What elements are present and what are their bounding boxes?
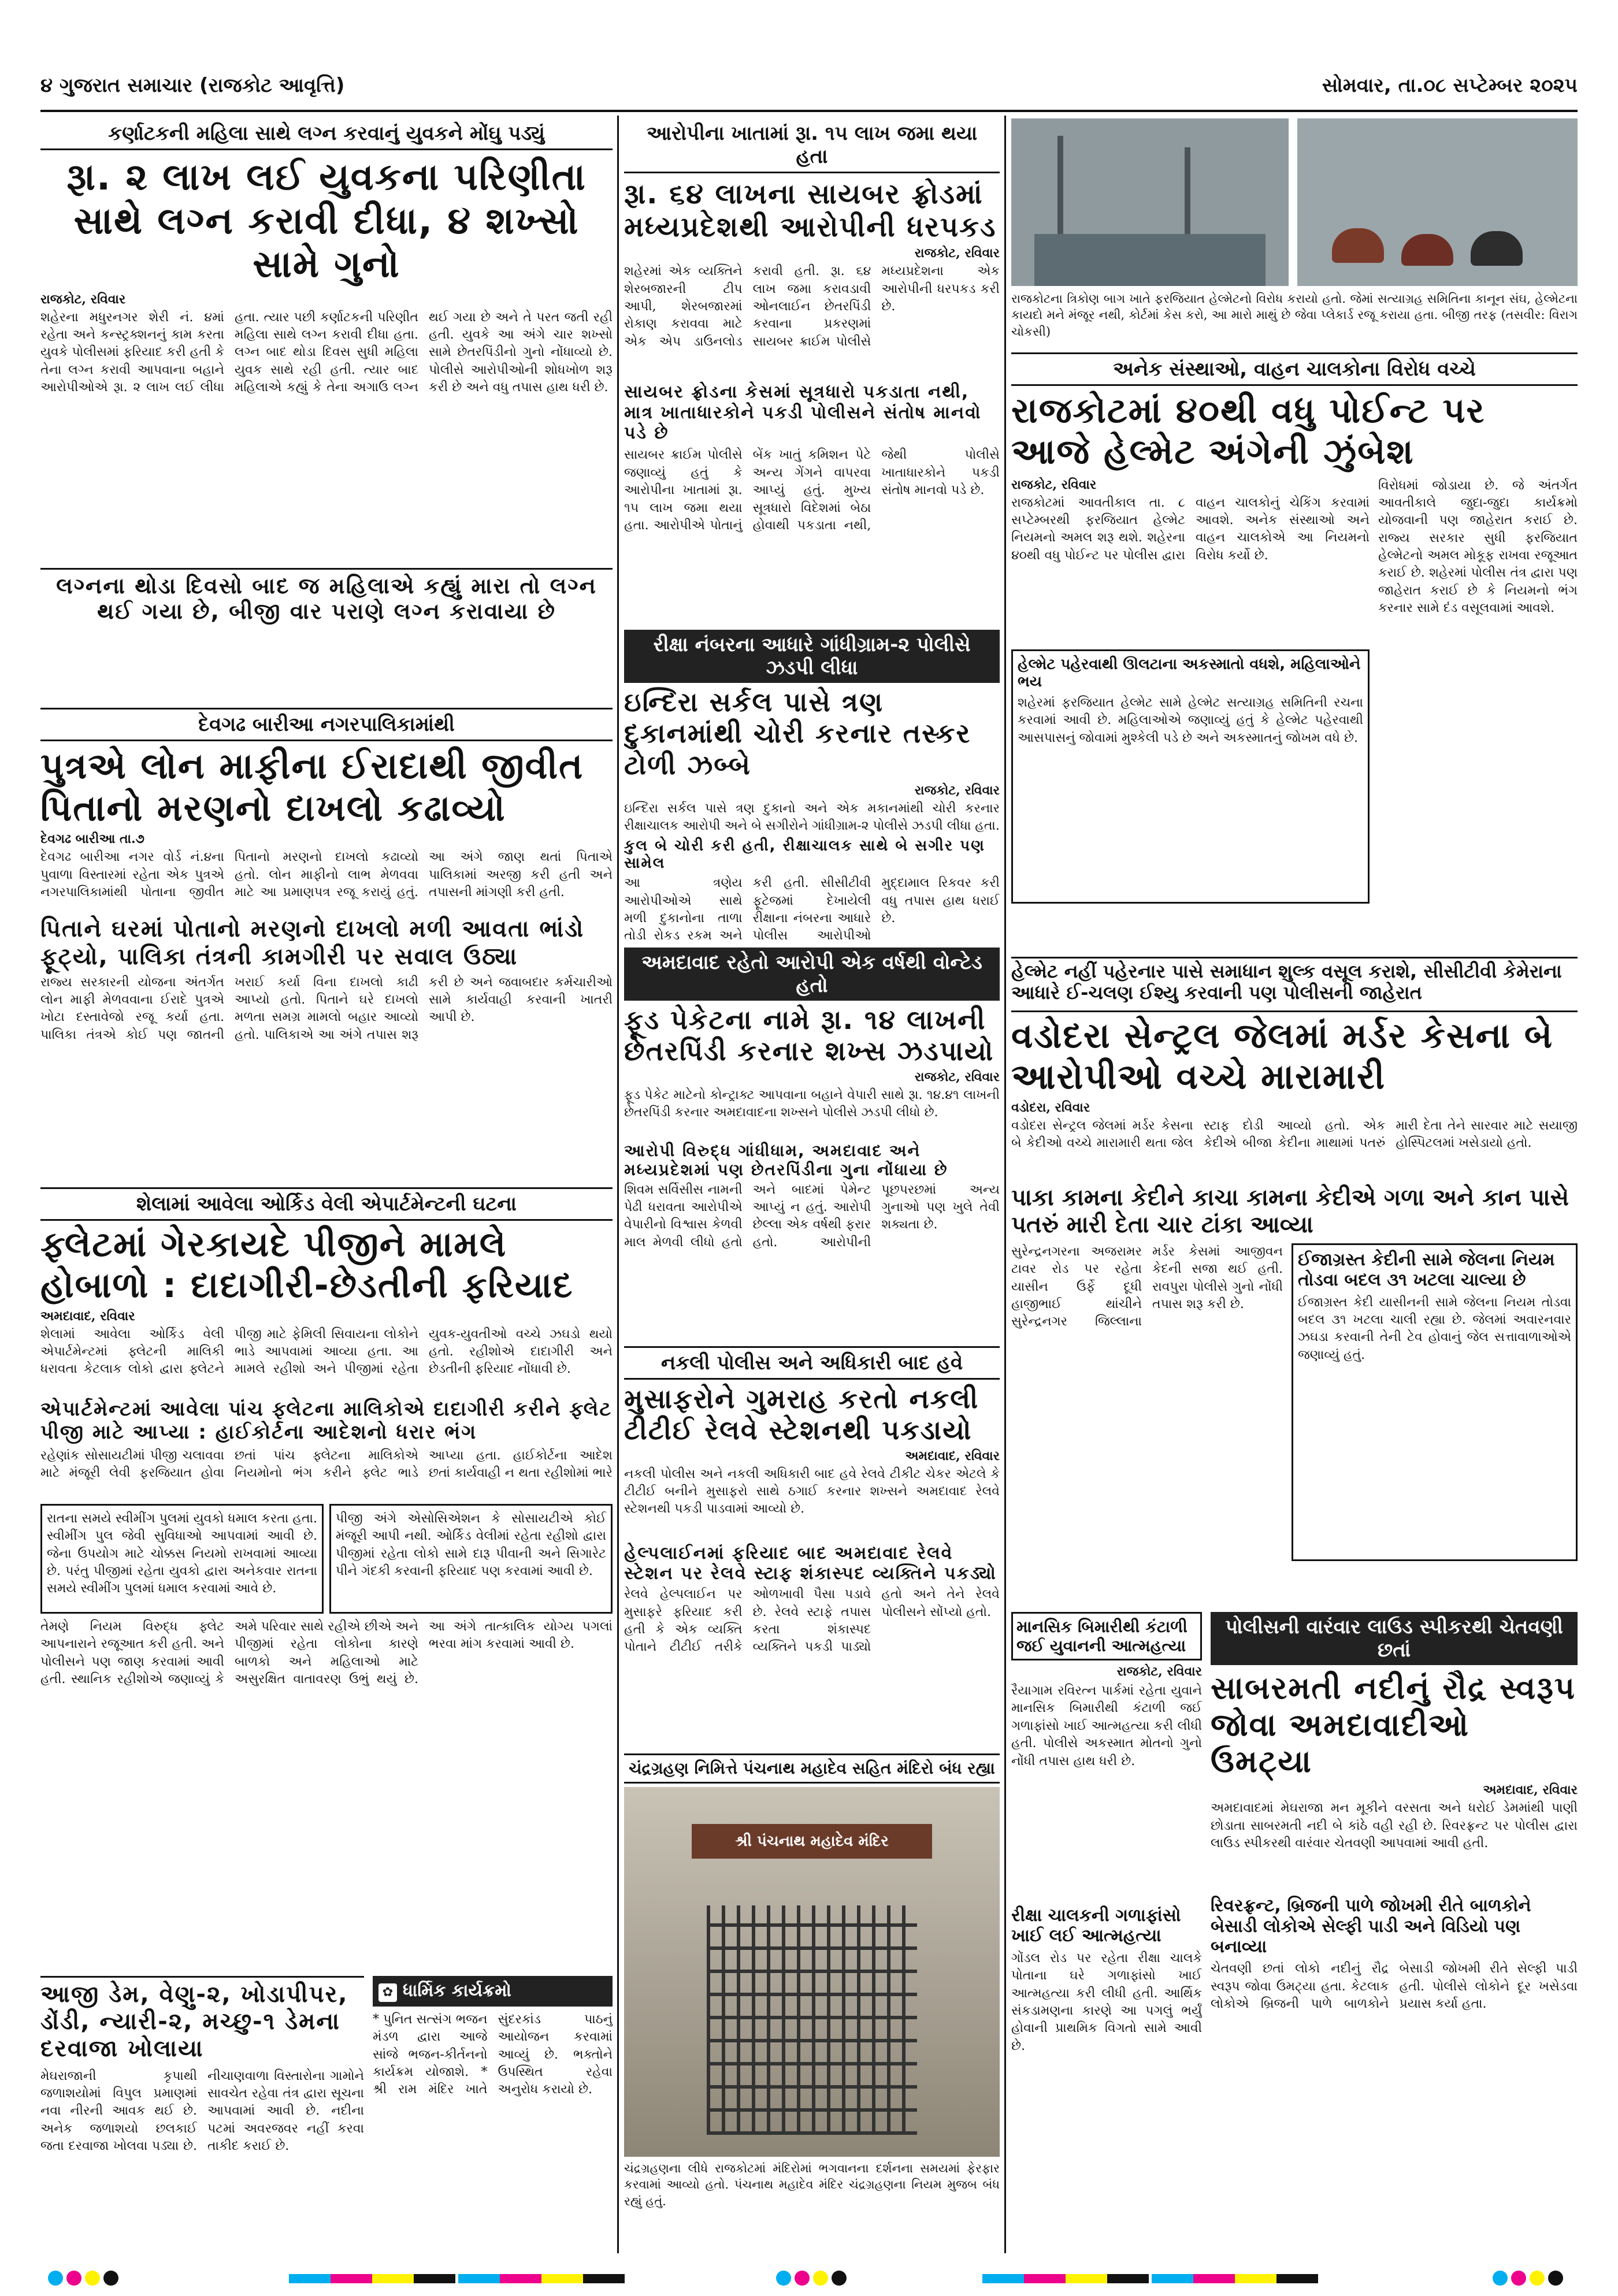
registration-marks-left: [46, 2271, 120, 2288]
article-body: વડોદરા સેન્ટ્રલ જેલમાં મર્ડર કેસના બે કેદીઓ વચ્ચે મારામારી થતા જેલ સ્ટાફ દોડી આવ્યો હતો. એક કેદીએ બીજા કેદીના માથામાં પતરું મારી દેતા તેને સારવાર માટે સયાજી હોસ્પિટલમાં ખસેડાયો હતો.: [1011, 1118, 1578, 1150]
article-fake-tte: [624, 1346, 1000, 1751]
column-divider-1: [617, 116, 619, 2253]
color-bar: [289, 2274, 625, 2286]
kicker: આરોપીના ખાતામાં રૂા. ૧૫ લાખ જમા થયા હતા: [624, 118, 1000, 173]
headline: મુસાફરોને ગુમરાહ કરતો નકલી ટીટીઈ રેલવે સ્ટેશનથી પકડાયો: [624, 1383, 979, 1446]
headline: રૂા. ૬૪ લાખના સાયબર ફ્રોડમાં મધ્યપ્રદેશથી આરોપીની ધરપકડ: [624, 178, 997, 243]
helmets-photo: [1297, 118, 1578, 286]
article-body: ઇન્દિરા સર્કલ પાસે ત્રણ દુકાનો અને એક મકાનમાંથી ચોરી કરનાર રીક્ષાચાલક આરોપી અને બે સગીરોને ગાંધીગ્રામ-૨ પોલીસે ઝડપી લીધા હતા.: [624, 801, 1000, 834]
subheadline: હેલ્પલાઈનમાં ફરિયાદ બાદ અમદાવાદ રેલવે સ્ટેશન પર રેલવે સ્ટાફ શંકાસ્પદ વ્યક્તિને પકડ્યો: [624, 1543, 997, 1584]
headline: ફ્લેટમાં ગેરકાયદે પીજીને મામલે હોબાળો : દાદાગીરી-છેડતીની ફરિયાદ: [40, 1224, 574, 1306]
article-food-packet-fraud: [624, 948, 1000, 1343]
article-body-2: આ ત્રણેય આરોપીઓએ સાથે મળી દુકાનોના તાળા તોડી રોકડ રકમ અને કરી હતી. સીસીટીવી ફૂટેજમાં દેખાયેલી રીક્ષાના નંબરના આધારે પોલીસ આરોપીઓ મુદ્દામાલ રિકવર કરી વધુ તપાસ હાથ ધરાઈ છે.: [624, 876, 1000, 943]
article-body: અમદાવાદમાં મેઘરાજા મન મૂકીને વરસતા અને ધરોઈ ડેમમાંથી પાણી છોડાતા સાબરમતી નદી બે કાંઠે વહી રહી છે. રિવરફ્રન્ટ પર પોલીસ દ્વારા લાઉડ સ્પીકરથી વારંવાર ચેતવણી આપવામાં આવી હતી.: [1211, 1801, 1578, 1851]
kicker: રીક્ષા નંબરના આધારે ગાંધીગ્રામ-૨ પોલીસે ઝડપી લીધા: [624, 630, 1000, 683]
dateline: રાજકોટ, રવિવાર: [914, 782, 1000, 798]
column-divider-2: [1004, 116, 1006, 2253]
dateline: રાજકોટ, રવિવાર: [1116, 1664, 1202, 1680]
article-body: શહેરમાં એક વ્યક્તિને શેરબજારની ટીપ આપી, શેરબજારમાં રોકાણ કરાવવા માટે એક એપ ડાઉનલોડ કરાવી હતી. રૂા. ૬૪ લાખ જમા કરાવડાવી ઓનલાઈન છેતરપિંડી કરવાના પ્રકરણમાં સાયબર ક્રાઈમ પોલીસે મધ્યપ્રદેશના એક આરોપીની ધરપકડ કરી છે.: [624, 264, 1000, 349]
religious-events-box: [373, 1976, 613, 2242]
headline: વડોદરા સેન્ટ્રલ જેલમાં મર્ડર કેસના બે આરોપીઓ વચ્ચે મારામારી: [1011, 1010, 1578, 1098]
photo-title: ચંદ્રગ્રહણ નિમિત્તે પંચનાથ મહાદેવ સહિત મંદિરો બંધ રહ્યા: [624, 1753, 1000, 1784]
article-body-2: વિરોધમાં જોડાયા છે. જે અંતર્ગત આવતીકાલે જુદા-જુદા કાર્યક્રમો યોજવાની પણ જાહેરાત કરાઈ છે. રાજ્ય સરકાર સુધી ફરજિયાત હેલ્મેટનો અમલ મોકૂફ રાખવા રજૂઆત કરાઈ છે. શહેરમાં પોલીસ તંત્ર દ્વારા પણ જાહેરાત કરાઈ છે કે નિયમનો ભંગ કરનાર સામે દંડ વસૂલવામાં આવશે.: [1378, 478, 1578, 616]
bottom-left-area: [40, 1976, 613, 2242]
subheadline: સાયબર ફ્રોડના કેસમાં સૂત્રધારો પકડાતા નથી, માત્ર ખાતાધારકોને પકડી પોલીસને સંતોષ માનવો પડે છે: [624, 382, 982, 444]
kicker: નકલી પોલીસ અને અધિકારી બાદ હવે: [624, 1346, 1000, 1380]
article-body: રૈયાગામ રવિરત્ન પાર્કમાં રહેતા યુવાને માનસિક બિમારીથી કંટાળી જઈ ગળાફાંસો ખાઈ આત્મહત્યા કરી લીધી હતી. પોલીસે અકસ્માત મોતનો ગુનો નોંધી તપાસ હાથ ધરી છે.: [1011, 1684, 1202, 1769]
subheadline: એપાર્ટમેન્ટમાં આવેલા પાંચ ફ્લેટના માલિકોએ દાદાગીરી કરીને ફ્લેટ પીજી માટે આપ્યા : હાઈકોર્ટના આદેશનો ધરાર ભંગ: [40, 1397, 613, 1444]
article-dams-opened: [40, 1976, 364, 2242]
events-list: * પુનિત સત્સંગ ભજન મંડળ દ્વારા આજે સાંજે ભજન-કીર્તનનો કાર્યક્રમ યોજાશે. * શ્રી રામ મંદિર ખાતે સુંદરકાંડ પાઠનું આયોજન કરવામાં આવ્યું છે. ભક્તોને ઉપસ્થિત રહેવા અનુરોધ કરાયો છે.: [373, 2012, 613, 2097]
jail-cases-box: [1292, 1243, 1578, 1561]
article-marriage-fraud: [40, 118, 613, 705]
article-suicide: [1011, 1612, 1202, 2242]
article-body: શેલામાં આવેલા ઓર્કિડ વેલી એપાર્ટમેન્ટમાં ફ્લેટની માલિકી ધરાવતા કેટલાક લોકો દ્વારા ફ્લેટને પીજી માટે ફેમિલી સિવાયના લોકોને ભાડે આપવામાં આવ્યા હતા. આ મામલે રહીશો અને પીજીમાં રહેતા યુવક-યુવતીઓ વચ્ચે ઝઘડો થયો હતો. રહીશોએ દાદાગીરી અને છેડતીની ફરિયાદ નોંધાવી છે.: [40, 1327, 613, 1377]
subheadline: રીક્ષા ચાલકની ગળાફાંસો ખાઈ લઈ આત્મહત્યા: [1011, 1905, 1181, 1946]
subheadline: આરોપી વિરુદ્ધ ગાંધીધામ, અમદાવાદ અને મધ્યપ્રદેશમાં પણ છેતરપિંડીના ગુના નોંધાયા છે: [624, 1140, 948, 1179]
article-body-2: સાયબર ક્રાઈમ પોલીસે જણાવ્યું હતું કે આરોપીના ખાતામાં રૂા. ૧૫ લાખ જમા થયા હતા. આરોપીએ પોતાનું બેંક ખાતું કમિશન પેટે અન્ય ગેંગને વાપરવા આપ્યું હતું. મુખ્ય સૂત્રધારો વિદેશમાં બેઠા હોવાથી પકડાતા નથી, જેથી પોલીસે ખાતાધારકોને પકડી સંતોષ માનવો પડે છે.: [624, 448, 1000, 533]
dateline: અમદાવાદ, રવિવાર: [1483, 1782, 1578, 1798]
box-body: શહેરમાં ફરજિયાત હેલ્મેટ સામે હેલ્મેટ સત્યાગ્રહ સમિતિની રચના કરવામાં આવી છે. મહિલાઓએ જણાવ્યું હતું કે હેલ્મેટ પહેરવાથી આસપાસનું જોવામાં મુશ્કેલી પડે છે અને અકસ્માતનું જોખમ વધે છે.: [1018, 695, 1363, 745]
page-header-date: સોમવાર, તા.૦૮ સપ્ટેમ્બર ૨૦૨૫: [1322, 74, 1578, 97]
article-body: રાજકોટમાં આવતીકાલ તા. ૮ સપ્ટેમ્બરથી ફરજિયાત હેલ્મેટ નિયમનો અમલ શરૂ થશે. શહેરના ૪૦થી વધુ પોઈન્ટ પર પોલીસ દ્વારા વાહન ચાલકોનું ચેકિંગ કરવામાં આવશે. અનેક સંસ્થાઓ અને વાહન ચાલકોએ આ નિયમનો વિરોધ કર્યો છે.: [1011, 495, 1370, 563]
article-body-3: તેમણે નિયમ વિરુદ્ધ ફ્લેટ આપનારાને રજૂઆત કરી હતી. અને પોલીસને પણ જાણ કરવામાં આવી હતી. સ્થાનિક રહીશોએ જણાવ્યું કે અમે પરિવાર સાથે રહીએ છીએ અને પીજીમાં રહેતા લોકોના કારણે બાળકો અને મહિલાઓ માટે અસુરક્ષિત વાતાવરણ ઉભું થયું છે. આ અંગે તાત્કાલિક યોગ્ય પગલાં ભરવા માંગ કરવામાં આવી છે.: [40, 1619, 613, 1686]
kicker-box: [1011, 1612, 1202, 1660]
article-body: મેઘરાજાની કૃપાથી જળાશયોમાં વિપુલ પ્રમાણમાં નવા નીરની આવક થઈ છે. અનેક જળાશયો છલકાઈ જતા દરવાજા ખોલવા પડ્યા છે. નીચાણવાળા વિસ્તારોના ગામોને સાવચેત રહેવા તંત્ર દ્વારા સૂચના આપવામાં આવી છે. નદીના પટમાં અવરજવર નહીં કરવા તાકીદ કરાઈ છે.: [40, 2068, 364, 2153]
article-body-2: સુરેન્દ્રનગરના અજરામર ટાવર રોડ પર રહેતા યાસીન ઉર્ફે દૂધી હાજીભાઈ થાંચીને સુરેન્દ્રનગર જિલ્લાના મર્ડર કેસમાં આજીવન કેદની સજા થઈ હતી. રાવપુરા પોલીસે ગુનો નોંધી તપાસ શરૂ કરી છે.: [1011, 1244, 1283, 1329]
kicker: અમદાવાદ રહેતો આરોપી એક વર્ષથી વોન્ટેડ હતો: [624, 948, 1000, 1001]
subheadline: પિતાને ઘરમાં પોતાનો મરણનો દાખલો મળી આવતા ભાંડો ફૂટ્યો, પાલિકા તંત્રની કામગીરી પર સવાલ ઉઠ્યા: [40, 916, 585, 970]
article-cyber-fraud: [624, 118, 1000, 627]
headline: રાજકોટમાં ૪૦થી વધુ પોઈન્ટ પર આજે હેલ્મેટ અંગેની ઝુંબેશ: [1011, 391, 1486, 472]
page-header-left: ૪ ગુજરાત સમાચાર (રાજકોટ આવૃત્તિ): [40, 74, 345, 97]
dateline: દેવગઢ બારીઆ તા.૭: [40, 831, 144, 847]
article-body: શહેરના મધુરનગર શેરી નં. ૪માં રહેતા અને કન્સ્ટ્રક્શનનું કામ કરતા યુવકે પોલીસમાં ફરિયાદ કરી હતી કે તેના લગ્ન કરાવી આપવાના બહાને આરોપીઓએ રૂા. ૨ લાખ લઈ લીધા હતા. ત્યાર પછી કર્ણાટકની પરિણીત મહિલા સાથે લગ્ન કરાવી દીધા હતા. લગ્ન બાદ થોડા દિવસ સુધી મહિલા યુવક સાથે રહી હતી. ત્યાર બાદ મહિલાએ કહ્યું કે તેના અગાઉ લગ્ન થઈ ગયા છે અને તે પરત જતી રહી હતી. યુવકે આ અંગે ચાર શખ્સો સામે છેતરપિંડીનો ગુનો નોંધાવ્યો છે. પોલીસે આરોપીઓની શોધખોળ શરૂ કરી છે અને વધુ તપાસ હાથ ધરી છે.: [40, 310, 613, 395]
sidebar-box-no-permission: [329, 1504, 613, 1614]
pull-quote: લગ્નના થોડા દિવસો બાદ જ મહિલાએ કહ્યું મારા તો લગ્ન થઈ ગયા છે, બીજી વાર પરાણે લગ્ન કરાવાયા છે: [40, 568, 613, 625]
box-title: ઈજાગ્રસ્ત કેદીની સામે જેલના નિયમ તોડવા બદલ ૩૧ ખટલા ચાલ્યા છે: [1298, 1249, 1555, 1291]
article-body-2: રાજ્ય સરકારની યોજના અંતર્ગત લોન માફી મેળવવાના ઈરાદે પુત્રએ ખોટા દસ્તાવેજો રજૂ કર્યા હતા. પાલિકા તંત્રએ કોઈ પણ જાતની ખરાઈ કર્યા વિના દાખલો કાઢી આપ્યો હતો. પિતાને ઘરે દાખલો મળતા સમગ્ર મામલો બહાર આવ્યો હતો. પાલિકાએ આ અંગે તપાસ શરૂ કરી છે અને જવાબદાર કર્મચારીઓ સામે કાર્યવાહી કરવાની ખાતરી આપી છે.: [40, 975, 613, 1042]
photo-story-helmet-protest: [1011, 118, 1578, 350]
header-rule: [40, 110, 1578, 112]
subheadline: પાકા કામના કેદીને કાચા કામના કેદીએ ગળા અને કાન પાસે પતરું મારી દેતા ચાર ટાંકા આવ્યા: [1011, 1184, 1569, 1238]
article-jail-fight: [1011, 1008, 1578, 1609]
article-body-2: ગોંડલ રોડ પર રહેતા રીક્ષા ચાલકે પોતાના ઘરે ગળાફાંસો ખાઈ આત્મહત્યા કરી લીધી હતી. આર્થિક સંકડામણના કારણે આ પગલું ભર્યું હોવાની પ્રાથમિક વિગતો સામે આવી છે.: [1011, 1951, 1202, 2053]
subheadline: રિવરફ્રન્ટ, બ્રિજની પાળે જોખમી રીતે બાળકોને બેસાડી લોકોએ સેલ્ફી પાડી અને વિડિયો પણ બનાવ્યા: [1211, 1896, 1531, 1957]
registration-marks-center: [774, 2271, 848, 2288]
photo-story-temple: [624, 1753, 1000, 2242]
helmet-women-box: [1011, 649, 1370, 904]
article-shop-theft: [624, 630, 1000, 945]
temple-gate: [707, 1905, 917, 2135]
box-text: પીજી અંગે એસોસિએશન કે સોસાયટીએ કોઈ મંજૂરી આપી નથી. ઓર્કિડ વેલીમાં રહેતા રહીશો દ્વારા પીજીમાં રહેતા લોકો સામે દારૂ પીવાની અને સિગારેટ પીને ગંદકી કરવાની ફરિયાદ પણ કરવામાં આવી છે.: [336, 1511, 606, 1578]
headline: રૂા. ૨ લાખ લઈ યુવકના પરિણીતા સાથે લગ્ન કરાવી દીધા, ૪ શખ્સો સામે ગુનો: [66, 156, 587, 287]
dateline: રાજકોટ, રવિવાર: [40, 291, 126, 307]
article-body: નકલી પોલીસ અને નકલી અધિકારી બાદ હવે રેલવે ટીકીટ ચેકર એટલે કે ટીટીઈ બનીને મુસાફરો સાથે ઠગાઈ કરનાર શખ્સને અમદાવાદ રેલવે સ્ટેશનથી પકડી પાડવામાં આવ્યો છે.: [624, 1466, 1000, 1517]
article-helmet-drive: [1011, 352, 1578, 1005]
subheadline: હેલ્મેટ નહીં પહેરનાર પાસે સમાધાન શુલ્ક વસૂલ કરાશે, સીસીટીવી કેમેરાના આધારે ઈ-ચલણ ઈશ્યુ કરવાની પણ પોલીસની જાહેરાત: [1011, 957, 1578, 1005]
dateline: રાજકોટ, રવિવાર: [914, 246, 1000, 261]
photo-caption: રાજકોટના ત્રિકોણ બાગ ખાતે ફરજિયાત હેલ્મેટનો વિરોધ કરાયો હતો. જેમાં સત્યાગ્રહ સમિતિના કાનૂન સંઘ, હેલ્મેટના કાયદો મને મંજૂર નથી, કોર્ટમાં કેસ કરો, આ મારો માથું છે જેવા પ્લેકાર્ડ રજૂ કરાયા હતા. બીજી તરફ (તસવીર: વિરાગ ચોકસી): [1011, 292, 1578, 339]
section-label: ✿ ધાર્મિક કાર્યક્રમો: [373, 1976, 613, 2007]
article-fake-death-certificate: [40, 708, 613, 1184]
kicker: શેલામાં આવેલા ઓર્કિડ વેલી એપાર્ટમેન્ટની ઘટના: [40, 1187, 613, 1221]
box-title: હેલ્મેટ પહેરવાથી ઊલટાના અકસ્માતો વધશે, મહિલાઓને ભય: [1018, 655, 1361, 691]
article-body-2: રહેણાંક સોસાયટીમાં પીજી ચલાવવા માટે મંજૂરી લેવી ફરજિયાત હોવા છતાં પાંચ ફ્લેટના માલિકોએ નિયમોનો ભંગ કરીને ફ્લેટ ભાડે આપ્યા હતા. હાઈકોર્ટના આદેશ છતાં કાર્યવાહી ન થતા રહીશોમાં ભારે: [40, 1448, 613, 1481]
dateline: અમદાવાદ, રવિવાર: [905, 1448, 1000, 1463]
article-sabarmati: [1211, 1612, 1578, 2242]
sidebar-box-swimming-pool: [40, 1504, 324, 1614]
protest-photo: [1011, 118, 1289, 286]
color-bar-right: [982, 2274, 1318, 2286]
kicker: અનેક સંસ્થાઓ, વાહન ચાલકોના વિરોધ વચ્ચે: [1011, 352, 1578, 386]
temple-sign: શ્રી પંચનાથ મહાદેવ મંદિર: [692, 1824, 932, 1859]
helmet-main-text: [1011, 477, 1370, 904]
subheadline: કુલ બે ચોરી કરી હતી, રીક્ષાચાલક સાથે બે સગીર પણ સામેલ: [624, 837, 985, 872]
box-body: ઈજાગ્રસ્ત કેદી યાસીનની સામે જેલના નિયમ તોડવા બદલ ૩૧ ખટલા ચાલી રહ્યા છે. જેલમાં અવારનવાર ઝઘડા કરવાની તેની ટેવ હોવાનું જેલ સત્તાવાળાઓએ જણાવ્યું હતું.: [1298, 1295, 1571, 1362]
article-body: ફૂડ પેકેટ માટેનો કોન્ટ્રાક્ટ આપવાના બહાને વેપારી સાથે રૂા. ૧૪.૪૧ લાખની છેતરપિંડી કરનાર અમદાવાદના શખ્સને પોલીસે ઝડપી લીધો છે.: [624, 1087, 1000, 1120]
kicker: માનસિક બિમારીથી કંટાળી જઈ યુવાનની આત્મહત્યા: [1016, 1617, 1187, 1656]
article-body-2: શિવમ સર્વિસીસ નામની પેઢી ધરાવતા આરોપીએ વેપારીનો વિશ્વાસ કેળવી માલ મેળવી લીધો હતો અને બાદમાં પેમેન્ટ આપ્યું ન હતું. આરોપી છેલ્લા એક વર્ષથી ફરાર હતો. આરોપીની પૂછપરછમાં અન્ય ગુનાઓ પણ ખુલે તેવી શક્યતા છે.: [624, 1182, 1000, 1250]
article-body-2: રેલવે હેલ્પલાઈન પર મુસાફરે ફરિયાદ કરી હતી કે એક વ્યક્તિ પોતાને ટીટીઈ તરીકે ઓળખાવી પૈસા પડાવે છે. રેલવે સ્ટાફે તપાસ કરતા શંકાસ્પદ વ્યક્તિને પકડી પાડ્યો હતો અને તેને રેલવે પોલીસને સોંપ્યો હતો.: [624, 1587, 1000, 1655]
dateline: રાજકોટ, રવિવાર: [914, 1069, 1000, 1084]
kicker: કર્ણાટકની મહિલા સાથે લગ્ન કરવાનું યુવકને મોંઘુ પડ્યું: [40, 118, 613, 150]
article-pg-flats: [40, 1187, 613, 1973]
headline: ઇન્દિરા સર્કલ પાસે ત્રણ દુકાનમાંથી ચોરી કરનાર તસ્કર ટોળી ઝબ્બે: [624, 686, 971, 781]
photo-caption: ચંદ્રગ્રહણના લીધે રાજકોટમાં મંદિરોમાં ભગવાનના દર્શનના સમયમાં ફેરફાર કરવામાં આવ્યો હતો. પંચનાથ મહાદેવ મંદિર ચંદ્રગ્રહણના નિયમ મુજબ બંધ રહ્યું હતું.: [624, 2161, 1000, 2208]
headline: આજી ડેમ, વેણુ-૨, ખોડાપીપર, ડોંડી, ન્યારી-૨, મચ્છુ-૧ ડેમના દરવાજા ખોલાયા: [40, 1981, 348, 2063]
dateline: અમદાવાદ, રવિવાર: [40, 1308, 135, 1324]
box-text: રાતના સમયે સ્વીમીંગ પુલમાં યુવકો ધમાલ કરતા હતા. સ્વીમીંગ પુલ જેવી સુવિધાઓ આપવામાં આવી છે. જેના ઉપયોગ માટે ચોક્કસ નિયમો રાખવામાં આવ્યા છે. પરંતુ પીજીમાં રહેતા યુવકો દ્વારા અનેકવાર રાતના સમયે સ્વીમીંગ પુલમાં ધમાલ કરવામાં આવે છે.: [47, 1511, 317, 1596]
kicker: દેવગઢ બારીઆ નગરપાલિકામાંથી: [40, 708, 613, 741]
headline: પુત્રએ લોન માફીના ઈરાદાથી જીવીત પિતાનો મરણનો દાખલો કઢાવ્યો: [40, 745, 584, 830]
dateline: વડોદરા, રવિવાર: [1011, 1099, 1090, 1115]
headline: સાબરમતી નદીનું રૌદ્ર સ્વરૂપ જોવા અમદાવાદીઓ ઉમટ્યા: [1211, 1670, 1576, 1780]
temple-photo: [624, 1787, 1000, 2157]
article-body-2: ચેતવણી છતાં લોકો નદીનું રૌદ્ર સ્વરૂપ જોવા ઉમટ્યા હતા. કેટલાક લોકોએ બ્રિજની પાળે બાળકોને બેસાડી જોખમી રીતે સેલ્ફી પાડી હતી. પોલીસે લોકોને દૂર ખસેડવા પ્રયાસ કર્યા હતા.: [1211, 1961, 1578, 2012]
dateline: રાજકોટ, રવિવાર: [1011, 477, 1097, 492]
headline: ફૂડ પેકેટના નામે રૂા. ૧૪ લાખની છેતરપિંડી કરનાર શખ્સ ઝડપાયો: [624, 1004, 994, 1067]
lotus-icon: ✿: [378, 1983, 397, 2002]
registration-marks-right: [1491, 2271, 1565, 2288]
kicker: પોલીસની વારંવાર લાઉડ સ્પીકરથી ચેતવણી છતાં: [1211, 1612, 1578, 1665]
article-body: દેવગઢ બારીઆ નગર વોર્ડ નં.૪ના પુવાળા વિસ્તારમાં રહેતા એક પુત્રએ નગરપાલિકામાંથી પોતાના જીવીત પિતાનો મરણનો દાખલો કઢાવ્યો હતો. લોન માફીનો લાભ મેળવવા માટે આ પ્રમાણપત્ર રજૂ કરાયું હતું. આ અંગે જાણ થતાં પિતાએ પાલિકામાં અરજી કરી હતી અને તપાસની માંગણી કરી હતી.: [40, 850, 613, 900]
